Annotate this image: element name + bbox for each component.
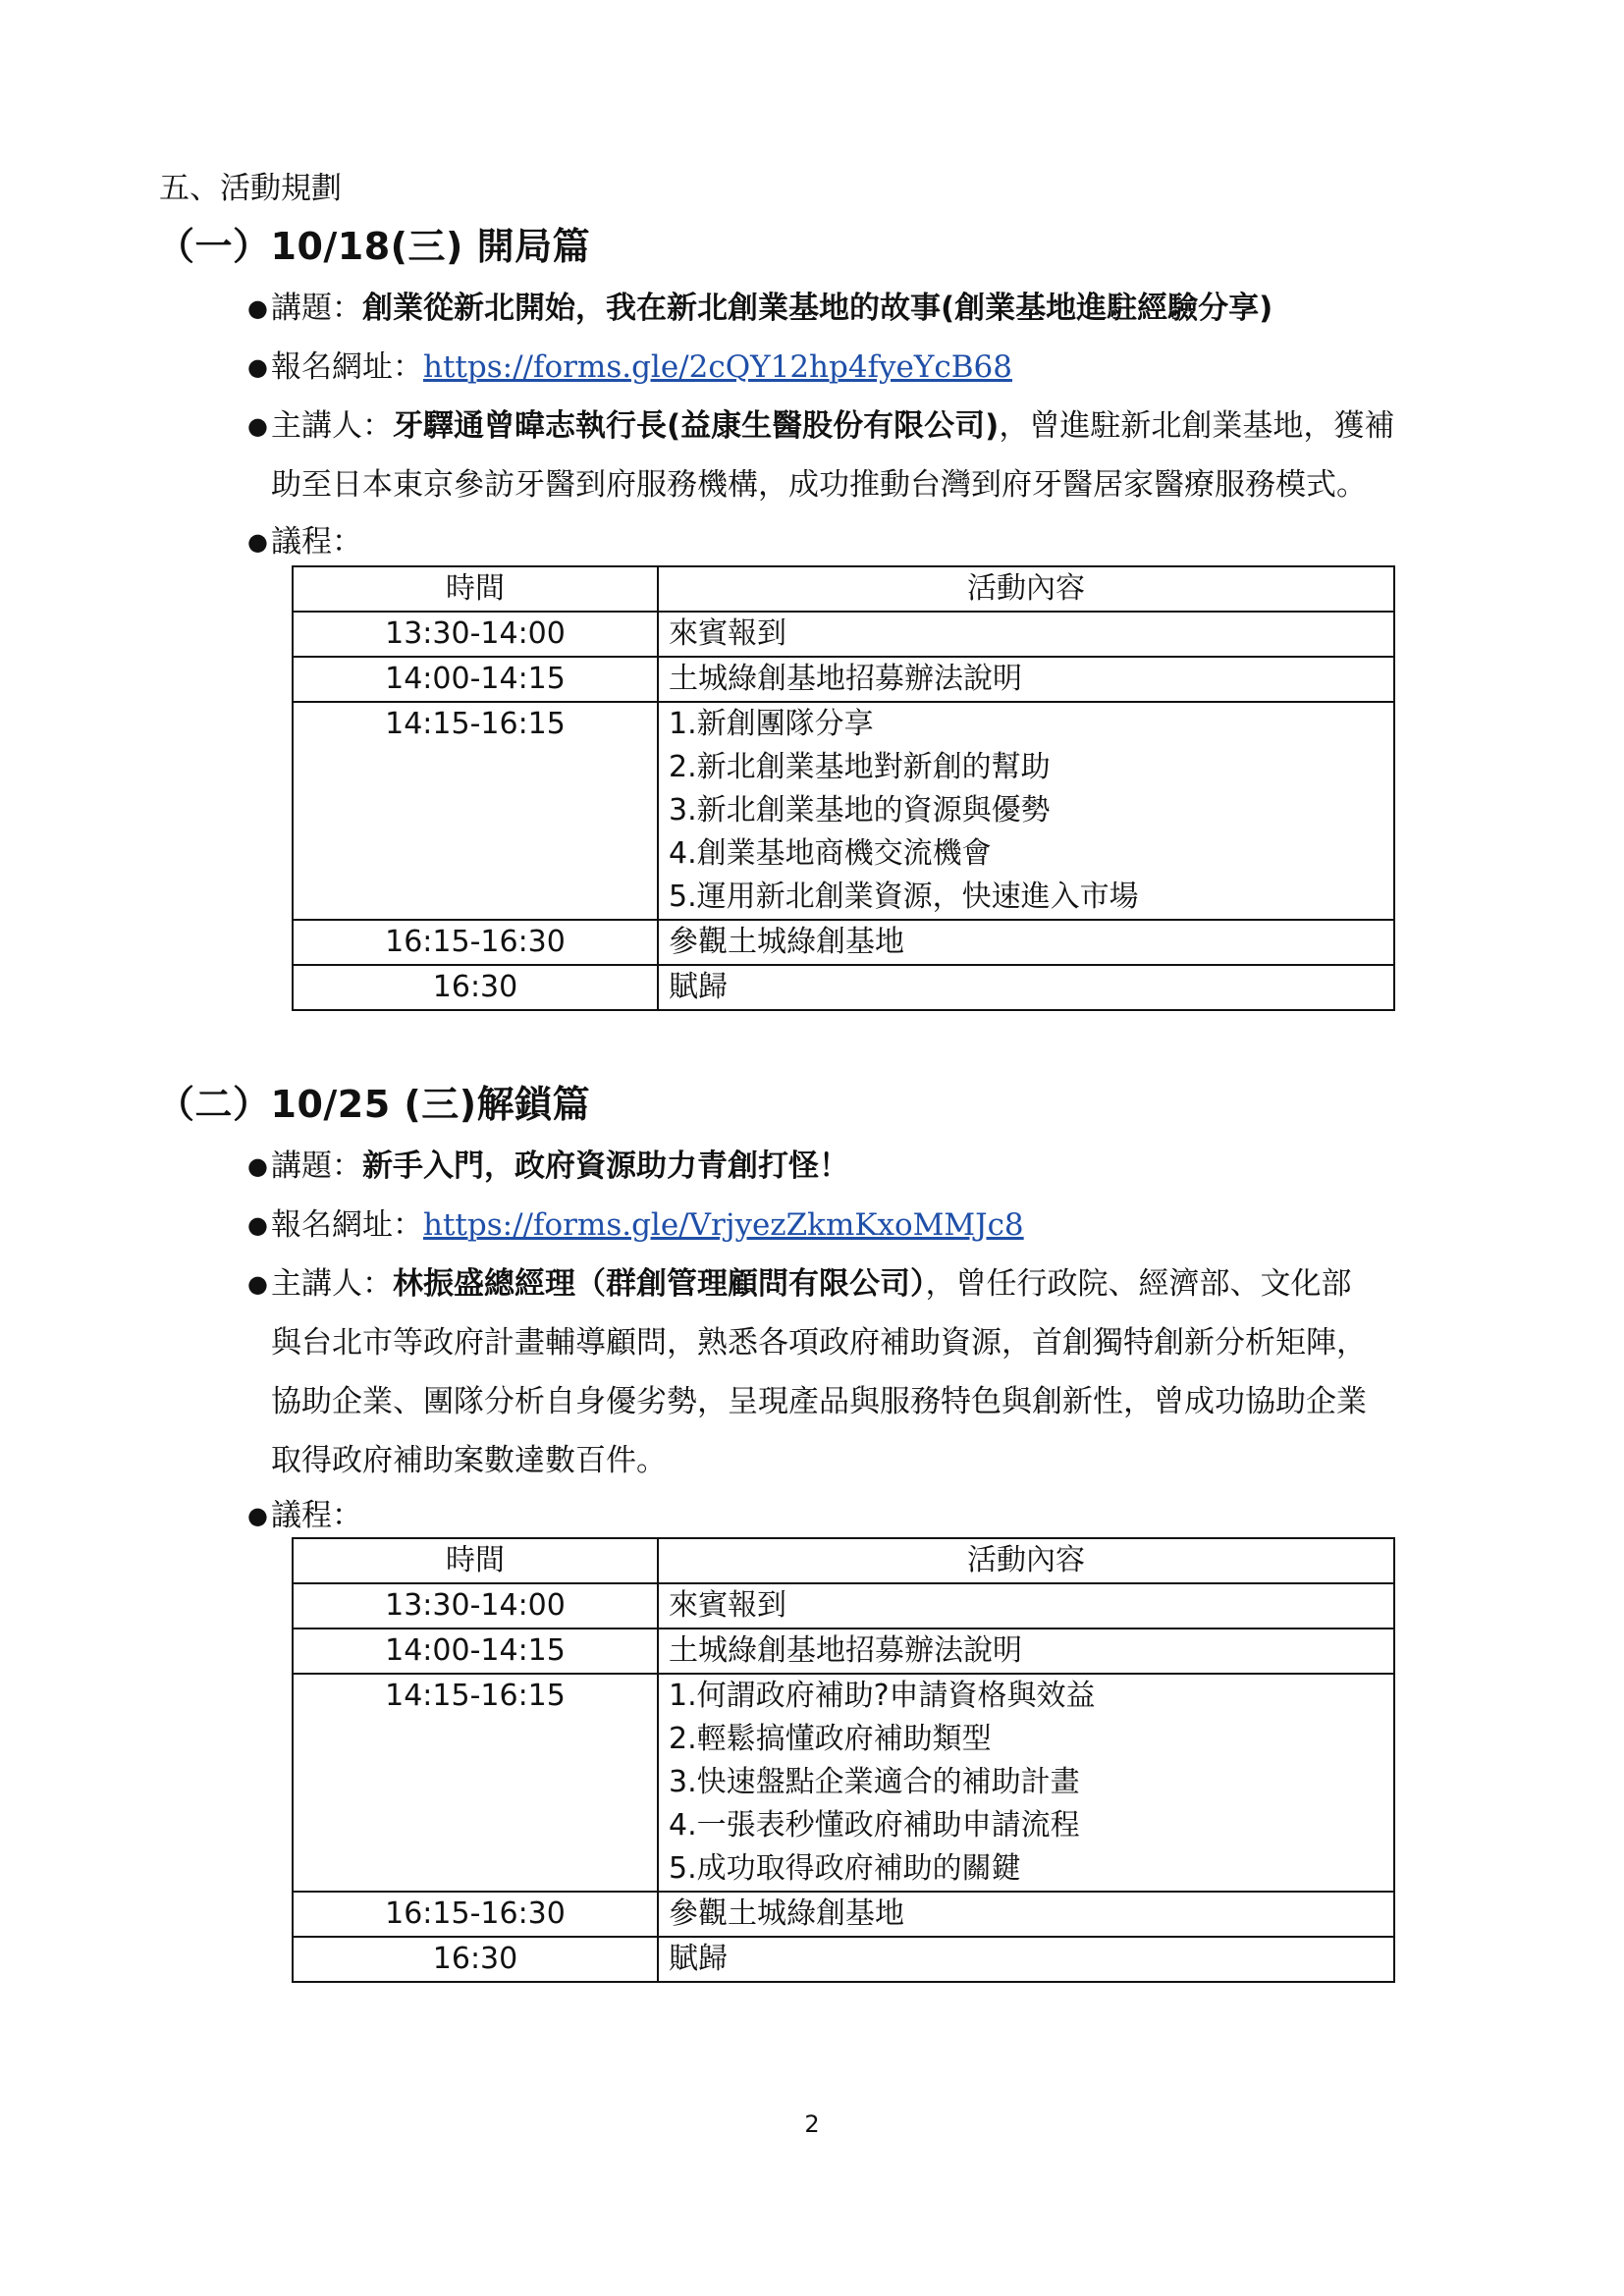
content-cell: 土城綠創基地招募辦法說明 (658, 657, 1394, 702)
content-cell: 參觀土城綠創基地 (658, 920, 1394, 965)
content-cell: 賦歸 (658, 1937, 1394, 1982)
agenda-item: 2.新北創業基地對新創的幫助 (669, 750, 1051, 784)
agenda-item: 4.一張表秒懂政府補助申請流程 (669, 1808, 1080, 1842)
agenda-label: 議程： (271, 524, 362, 560)
event-1-topic (247, 279, 1273, 338)
event-1-registration (247, 338, 1012, 397)
time-cell: 13:30-14:00 (293, 612, 658, 657)
speaker-name: 牙驛通曾暐志執行長(益康生醫股份有限公司) (393, 408, 1000, 444)
topic-text: 新手入門，政府資源助力青創打怪！ (362, 1148, 849, 1184)
event-2-topic (247, 1137, 849, 1196)
speaker-bio: 與台北市等政府計畫輔導顧問，熟悉各項政府補助資源，首創獨特創新分析矩陣， (271, 1325, 1367, 1361)
agenda-item: 3.快速盤點企業適合的補助計畫 (669, 1765, 1080, 1799)
column-header-content: 活動內容 (658, 566, 1394, 612)
time-cell: 14:00-14:15 (293, 1629, 658, 1674)
table-row (293, 1892, 1394, 1937)
topic-label: 講題： (271, 1148, 362, 1184)
agenda-label: 議程： (271, 1498, 362, 1533)
bullet-icon: ● (247, 294, 268, 322)
bullet-icon: ● (247, 353, 268, 381)
time-cell: 16:15-16:30 (293, 1892, 658, 1937)
agenda-item: 5.運用新北創業資源，快速進入市場 (669, 880, 1139, 914)
speaker-label: 主講人： (271, 408, 393, 444)
table-row (293, 612, 1394, 657)
registration-label: 報名網址： (271, 1207, 423, 1243)
event-1-title: （一）10/18(三) 開局篇 (157, 225, 591, 268)
table-header-row (293, 566, 1394, 612)
event-2-title: （二）10/25 (三)解鎖篇 (157, 1083, 591, 1126)
speaker-bio: 助至日本東京參訪牙醫到府服務機構，成功推動台灣到府牙醫居家醫療服務模式。 (271, 467, 1367, 503)
bullet-icon: ● (247, 412, 268, 440)
agenda-item: 1.新創團隊分享 (669, 707, 874, 741)
speaker-bio: ，曾任行政院、經濟部、文化部 (925, 1266, 1352, 1302)
time-cell: 14:00-14:15 (293, 657, 658, 702)
speaker-bio: ，曾進駐新北創業基地，獲補 (999, 408, 1395, 444)
table-row (293, 965, 1394, 1010)
topic-label: 講題： (271, 291, 362, 326)
topic-text: 創業從新北開始，我在新北創業基地的故事(創業基地進駐經驗分享) (362, 291, 1273, 326)
time-cell: 14:15-16:15 (293, 1674, 658, 1892)
table-row (293, 702, 1394, 920)
column-header-time: 時間 (293, 566, 658, 612)
registration-link[interactable]: https://forms.gle/2cQY12hp4fyeYcB68 (423, 349, 1012, 385)
time-cell: 16:30 (293, 965, 658, 1010)
bullet-icon: ● (247, 1270, 268, 1298)
column-header-time: 時間 (293, 1538, 658, 1583)
table-row (293, 1629, 1394, 1674)
column-header-content: 活動內容 (658, 1538, 1394, 1583)
speaker-label: 主講人： (271, 1266, 393, 1302)
speaker-name: 林振盛總經理（群創管理顧問有限公司） (393, 1266, 926, 1302)
bullet-icon: ● (247, 1152, 268, 1180)
event-1-agenda-label (247, 512, 362, 571)
content-cell: 來賓報到 (658, 1583, 1394, 1629)
content-cell: 參觀土城綠創基地 (658, 1892, 1394, 1937)
content-cell: 土城綠創基地招募辦法說明 (658, 1629, 1394, 1674)
agenda-item: 5.成功取得政府補助的關鍵 (669, 1851, 1021, 1886)
page-number: 2 (804, 2110, 820, 2138)
table-row (293, 1583, 1394, 1629)
speaker-bio: 協助企業、團隊分析自身優劣勢，呈現產品與服務特色與創新性，曾成功協助企業 (271, 1384, 1367, 1419)
content-cell: 來賓報到 (658, 612, 1394, 657)
bullet-icon: ● (247, 1211, 268, 1239)
table-row (293, 920, 1394, 965)
table-row (293, 1937, 1394, 1982)
agenda-item: 3.新北創業基地的資源與優勢 (669, 793, 1051, 828)
section-heading: 五、活動規劃 (159, 171, 342, 206)
content-cell (658, 1674, 1394, 1892)
event-1-speaker (247, 397, 1479, 514)
event-2-speaker (247, 1255, 1479, 1490)
agenda-item: 4.創業基地商機交流機會 (669, 836, 992, 871)
time-cell: 16:30 (293, 1937, 658, 1982)
time-cell: 14:15-16:15 (293, 702, 658, 920)
event-2-agenda-table (292, 1537, 1395, 1983)
agenda-item: 2.輕鬆搞懂政府補助類型 (669, 1722, 992, 1756)
event-2-registration (247, 1196, 1024, 1255)
content-cell (658, 702, 1394, 920)
time-cell: 16:15-16:30 (293, 920, 658, 965)
table-row (293, 1674, 1394, 1892)
event-2-agenda-label (247, 1486, 362, 1545)
agenda-item: 1.何謂政府補助?申請資格與效益 (669, 1679, 1096, 1713)
speaker-bio: 取得政府補助案數達數百件。 (271, 1443, 667, 1478)
registration-link[interactable]: https://forms.gle/VrjyezZkmKxoMMJc8 (423, 1207, 1024, 1243)
registration-label: 報名網址： (271, 349, 423, 385)
content-cell: 賦歸 (658, 965, 1394, 1010)
bullet-icon: ● (247, 1502, 268, 1529)
table-row (293, 657, 1394, 702)
bullet-icon: ● (247, 528, 268, 556)
event-1-agenda-table (292, 565, 1395, 1011)
time-cell: 13:30-14:00 (293, 1583, 658, 1629)
table-header-row (293, 1538, 1394, 1583)
